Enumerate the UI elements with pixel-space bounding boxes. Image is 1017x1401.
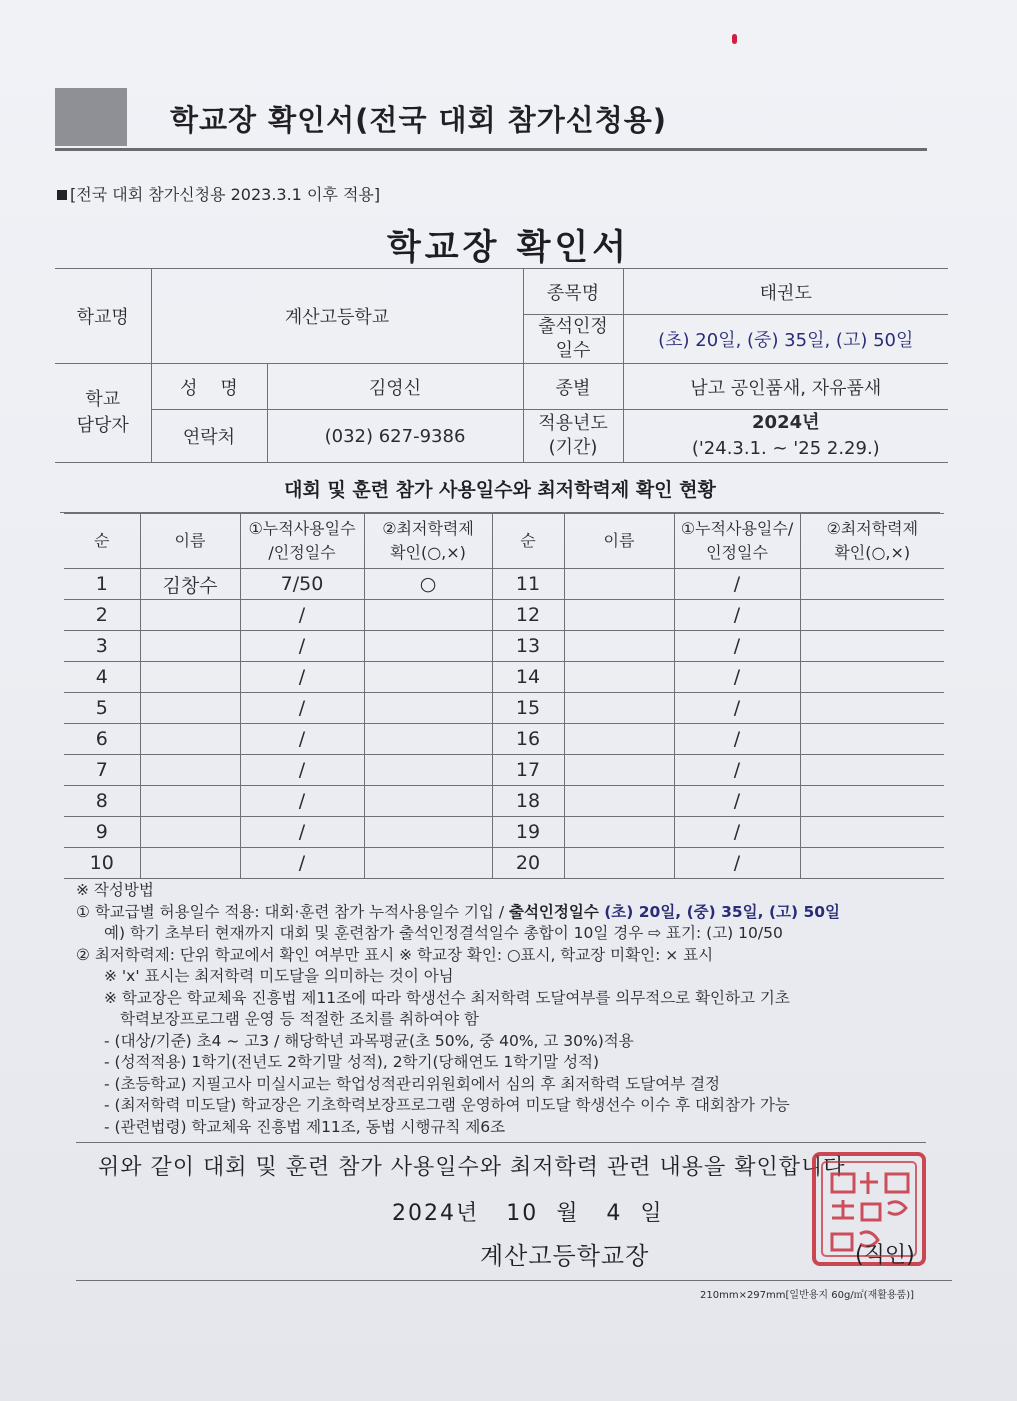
row-number: 1 [64, 569, 140, 600]
header-days-right: ①누적사용일수/ 인정일수 [674, 514, 800, 569]
check-cell [800, 631, 944, 662]
row-number: 10 [64, 848, 140, 879]
check-cell [800, 848, 944, 879]
notes-heading: ※ 작성방법 [76, 881, 154, 899]
table-row [64, 569, 944, 600]
athlete-name [564, 693, 674, 724]
check-cell [364, 724, 492, 755]
school-name: 계산고등학교 [151, 269, 523, 364]
applicability-note: [전국 대회 참가신청용 2023.3.1 이후 적용] [57, 182, 380, 205]
issue-date: 2024년 10 월 4 일 [392, 1201, 664, 1226]
table-row [64, 724, 944, 755]
row-number: 11 [492, 569, 564, 600]
table-row [64, 848, 944, 879]
days-cell: / [674, 724, 800, 755]
row-number: 9 [64, 817, 140, 848]
detail-grades: - (성적적용) 1학기(전년도 2학기말 성적), 2학기(당해연도 1학기말 성적) [104, 1053, 600, 1071]
days-cell: / [674, 662, 800, 693]
days-cell: / [240, 724, 364, 755]
check-cell [800, 786, 944, 817]
check-cell [364, 817, 492, 848]
athlete-name [564, 817, 674, 848]
row-number: 8 [64, 786, 140, 817]
days-cell: / [240, 693, 364, 724]
days-cell: / [240, 600, 364, 631]
athlete-name: 김창수 [140, 569, 240, 600]
manager-label: 학교 담당자 [55, 364, 151, 463]
athlete-name [140, 817, 240, 848]
days-cell: / [674, 600, 800, 631]
athlete-name [564, 755, 674, 786]
athlete-name [564, 600, 674, 631]
name-value: 김영신 [267, 364, 523, 410]
row-number: 13 [492, 631, 564, 662]
days-cell: / [240, 662, 364, 693]
check-cell [364, 662, 492, 693]
detail-law: - (관련법령) 학교체육 진흥법 제11조, 동법 시행규칙 제6조 [104, 1117, 506, 1136]
notes-separator [76, 1142, 926, 1143]
sport-value: 태권도 [623, 269, 948, 315]
athlete-name [564, 631, 674, 662]
days-cell: / [240, 755, 364, 786]
days-cell: / [240, 848, 364, 879]
sport-label: 종목명 [523, 269, 623, 315]
row-number: 6 [64, 724, 140, 755]
days-cell: / [674, 569, 800, 600]
table-row [64, 600, 944, 631]
note-2-b-cont: 학력보장프로그램 운영 등 적절한 조치를 취하여야 함 [120, 1010, 479, 1028]
note-2-b: ※ 학교장은 학교체육 진흥법 제11조에 따라 학생선수 최저학력 도달여부를 의무적으로 확인하고 기초 [104, 988, 790, 1007]
principal-name: 계산고등학교장 [480, 1242, 650, 1270]
note-2-a: ※ 'x' 표시는 최저학력 미도달을 의미하는 것이 아님 [104, 967, 454, 985]
category-label: 종별 [523, 364, 623, 410]
check-cell [364, 786, 492, 817]
row-number: 4 [64, 662, 140, 693]
row-number: 14 [492, 662, 564, 693]
name-label: 성 명 [151, 364, 267, 410]
square-bullet-icon [57, 190, 67, 200]
days-cell: 7/50 [240, 569, 364, 600]
header-order-right: 순 [492, 514, 564, 569]
school-label: 학교명 [55, 269, 151, 364]
days-cell: / [240, 786, 364, 817]
check-cell [800, 569, 944, 600]
check-cell [800, 724, 944, 755]
row-number: 15 [492, 693, 564, 724]
days-cell: / [240, 817, 364, 848]
confirmation-statement: 위와 같이 대회 및 훈련 참가 사용일수와 최저학력 관련 내용을 확인합니다 [98, 1155, 846, 1180]
athlete-name [564, 662, 674, 693]
row-number: 12 [492, 600, 564, 631]
check-cell [800, 817, 944, 848]
detail-target: - (대상/기준) 초4 ~ 고3 / 해당학년 과목평균(초 50%, 중 40%, 고 30%)적용 [104, 1031, 634, 1050]
detail-elementary: - (초등학교) 지필고사 미실시교는 학업성적관리위원회에서 심의 후 최저학력 도달여부 결정 [104, 1074, 721, 1093]
athlete-name [564, 724, 674, 755]
days-cell: / [674, 817, 800, 848]
note-1-example: 예) 학기 초부터 현재까지 대회 및 훈련참가 출석인정결석일수 총합이 10일 경우 ⇨ 표기: (고) 10/50 [104, 924, 783, 942]
year-value: 2024년 ('24.3.1. ~ '25 2.29.) [623, 410, 948, 463]
check-cell: ○ [364, 569, 492, 600]
header-name: 이름 [140, 514, 240, 569]
check-cell [800, 600, 944, 631]
row-number: 18 [492, 786, 564, 817]
ink-mark [732, 34, 737, 44]
header-rule [55, 148, 927, 151]
row-number: 19 [492, 817, 564, 848]
check-cell [800, 693, 944, 724]
header-gray-block [55, 88, 127, 146]
writing-instructions [76, 880, 966, 1138]
row-number: 7 [64, 755, 140, 786]
athlete-name [140, 755, 240, 786]
check-cell [364, 631, 492, 662]
detail-unmet: - (최저학력 미도달) 학교장은 기초학력보장프로그램 운영하여 미도달 학생선수 이수 후 대회참가 가능 [104, 1096, 790, 1114]
table-row [64, 662, 944, 693]
document-title: 학교장 확인서 [386, 228, 631, 268]
athlete-name [140, 786, 240, 817]
header-order: 순 [64, 514, 140, 569]
header-check-right: ②최저학력제 확인(○,×) [800, 514, 944, 569]
athlete-name [140, 724, 240, 755]
check-cell [800, 662, 944, 693]
athlete-name [140, 631, 240, 662]
athlete-name [564, 786, 674, 817]
paper-spec: 210mm×297mm[일반용지 60g/㎡(재활용품)] [700, 1290, 915, 1301]
table-row [64, 817, 944, 848]
table-row [64, 786, 944, 817]
row-number: 20 [492, 848, 564, 879]
athlete-name [140, 693, 240, 724]
days-cell: / [674, 631, 800, 662]
table-row [64, 755, 944, 786]
athlete-name [140, 662, 240, 693]
note-1: ① 학교급별 허용일수 적용: 대회·훈련 참가 누적사용일수 기입 / 출석인정일수 (초) 20일, (중) 35일, (고) 50일 [76, 902, 841, 921]
table-row [64, 693, 944, 724]
participation-table [64, 513, 944, 879]
row-number: 2 [64, 600, 140, 631]
row-number: 5 [64, 693, 140, 724]
days-cell: / [674, 786, 800, 817]
row-number: 16 [492, 724, 564, 755]
days-cell: / [674, 848, 800, 879]
row-number: 17 [492, 755, 564, 786]
contact-label: 연락처 [151, 410, 267, 463]
check-cell [364, 693, 492, 724]
header-check: ②최저학력제 확인(○,×) [364, 514, 492, 569]
days-cell: / [240, 631, 364, 662]
year-label: 적용년도 (기간) [523, 410, 623, 463]
note-2: ② 최저학력제: 단위 학교에서 확인 여부만 표시 ※ 학교장 확인: ○표시, 학교장 미확인: × 표시 [76, 945, 714, 964]
attendance-label: 출석인정 일수 [523, 315, 623, 364]
header-days: ①누적사용일수 /인정일수 [240, 514, 364, 569]
athlete-name [564, 848, 674, 879]
check-cell [364, 848, 492, 879]
category-value: 남고 공인품새, 자유품새 [623, 364, 948, 410]
row-number: 3 [64, 631, 140, 662]
athlete-name [564, 569, 674, 600]
seal-label: (직인) [855, 1243, 915, 1268]
contact-value: (032) 627-9386 [267, 410, 523, 463]
attendance-value: (초) 20일, (중) 35일, (고) 50일 [623, 315, 948, 364]
check-cell [364, 600, 492, 631]
school-info-table [55, 268, 948, 463]
table-row [64, 631, 944, 662]
check-cell [364, 755, 492, 786]
athlete-name [140, 848, 240, 879]
bottom-rule [76, 1280, 952, 1281]
days-cell: / [674, 755, 800, 786]
days-cell: / [674, 693, 800, 724]
header-name-right: 이름 [564, 514, 674, 569]
header-title: 학교장 확인서(전국 대회 참가신청용) [170, 103, 668, 137]
status-title: 대회 및 훈련 참가 사용일수와 최저학력제 확인 현황 [60, 468, 940, 513]
athlete-name [140, 600, 240, 631]
check-cell [800, 755, 944, 786]
